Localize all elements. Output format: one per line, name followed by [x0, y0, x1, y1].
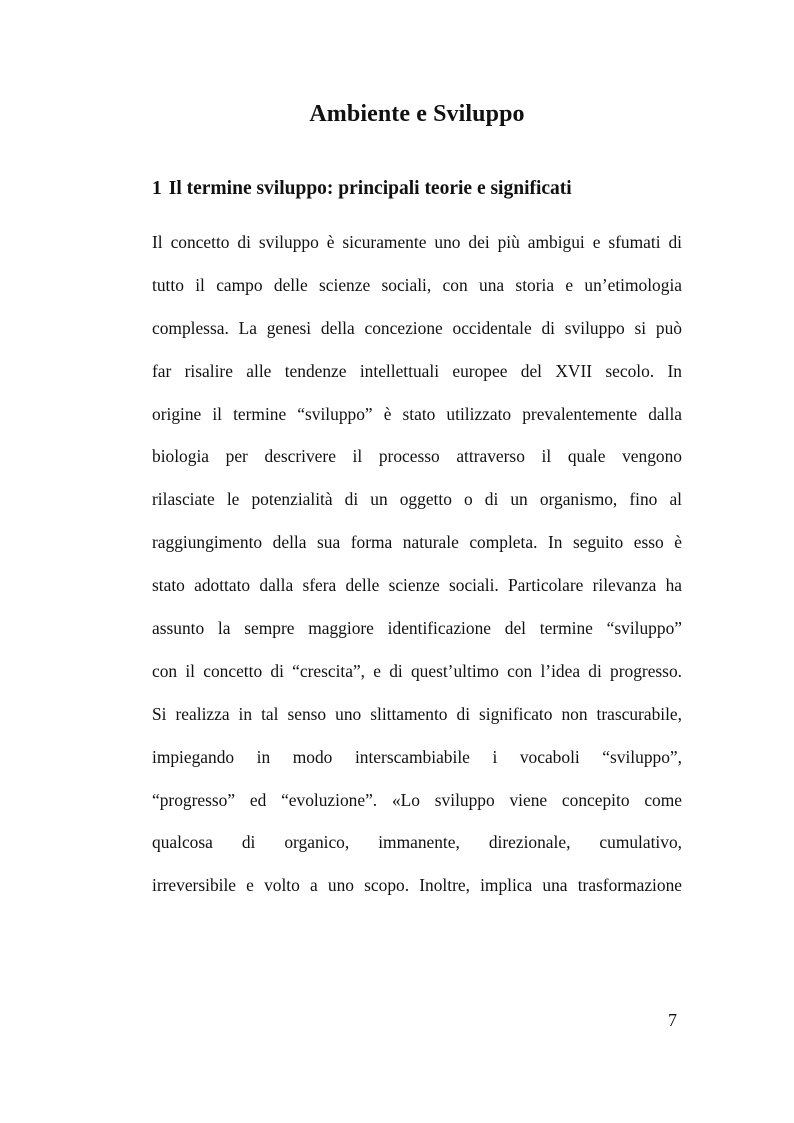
page-number: 7: [668, 1010, 677, 1030]
body-line: Il concetto di sviluppo è sicuramente uno dei più ambigui e sfumati di: [152, 232, 682, 252]
body-line: irreversibile e volto a uno scopo. Inoltre, implica una trasformazione: [152, 875, 682, 896]
body-paragraph: [152, 221, 682, 907]
body-line: Si realizza in tal senso uno slittamento di significato non trascurabile,: [152, 703, 682, 724]
section-number: 1: [152, 178, 162, 199]
body-line: stato adottato dalla sfera delle scienze sociali. Particolare rilevanza ha: [152, 575, 682, 596]
chapter-title: Ambiente e Sviluppo: [309, 101, 525, 127]
body-line: raggiungimento della sua forma naturale completa. In seguito esso è: [152, 532, 682, 553]
body-line: far risalire alle tendenze intellettuali europee del XVII secolo. In: [152, 360, 682, 381]
body-line: “progresso” ed “evoluzione”. «Lo sviluppo viene concepito come: [152, 789, 682, 810]
body-line: rilasciate le potenzialità di un oggetto o di un organismo, fino al: [152, 489, 682, 510]
body-line: complessa. La genesi della concezione occidentale di sviluppo si può: [152, 317, 682, 338]
body-line: biologia per descrivere il processo attraverso il quale vengono: [152, 446, 682, 467]
body-line: con il concetto di “crescita”, e di quest’ultimo con l’idea di progresso.: [152, 660, 682, 681]
body-line: assunto la sempre maggiore identificazione del termine “sviluppo”: [152, 618, 682, 639]
body-line: qualcosa di organico, immanente, direzionale, cumulativo,: [152, 832, 682, 853]
body-line: origine il termine “sviluppo” è stato utilizzato prevalentemente dalla: [152, 403, 682, 424]
section-heading: [152, 178, 572, 200]
section-title: Il termine sviluppo: principali teorie e significati: [168, 178, 572, 199]
body-line: tutto il campo delle scienze sociali, con una storia e un’etimologia: [152, 274, 682, 295]
body-line: impiegando in modo interscambiabile i vocaboli “sviluppo”,: [152, 746, 682, 767]
